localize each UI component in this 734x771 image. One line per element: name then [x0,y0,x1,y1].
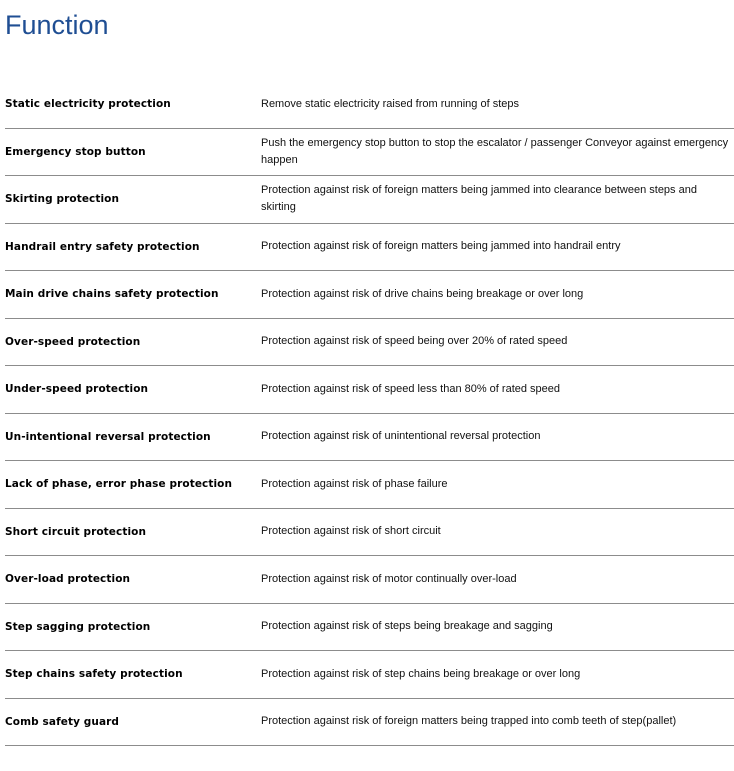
function-name: Main drive chains safety protection [5,288,219,301]
function-table [5,81,734,746]
function-description: Protection against risk of phase failure [261,477,448,490]
function-name: Lack of phase, error phase protection [5,478,233,491]
function-description: Remove static electricity raised from running of steps [261,97,519,110]
function-description: Protection against risk of steps being breakage and sagging [261,620,553,633]
function-description: Protection against risk of motor continually over-load [261,572,517,585]
function-description: Protection against risk of speed being over 20% of rated speed [261,335,568,348]
table-row [5,319,734,367]
function-description: Protection against risk of foreign matters being jammed into handrail entry [261,240,621,253]
function-description: Protection against risk of foreign matters being trapped into comb teeth of step(pallet) [261,715,677,728]
table-row [5,366,734,414]
function-name: Step sagging protection [5,620,151,633]
function-name: Short circuit protection [5,525,147,538]
function-description: Protection against risk of short circuit [261,525,441,538]
function-name: Comb safety guard [5,715,120,728]
table-row [5,604,734,652]
function-name: Step chains safety protection [5,668,183,681]
function-description: Protection against risk of foreign matters being jammed into clearance between steps and skirting [261,184,697,214]
function-description: Protection against risk of unintentional reversal protection [261,430,541,443]
table-row [5,129,734,177]
table-row [5,414,734,462]
function-name: Skirting protection [5,193,120,206]
function-name: Over-load protection [5,573,131,586]
table-row [5,224,734,272]
function-name: Over-speed protection [5,335,141,348]
function-name: Un-intentional reversal protection [5,430,211,443]
table-row [5,509,734,557]
function-name: Handrail entry safety protection [5,240,200,253]
function-description: Push the emergency stop button to stop the escalator / passenger Conveyor against emergency happen [261,136,729,166]
table-row [5,461,734,509]
function-description: Protection against risk of drive chains being breakage or over long [261,287,584,300]
table-row [5,651,734,699]
function-name: Static electricity protection [5,98,171,111]
page-title: Function [5,10,109,40]
function-description: Protection against risk of speed less than 80% of rated speed [261,382,561,395]
table-row [5,176,734,224]
table-row [5,81,734,129]
table-row [5,271,734,319]
table-row [5,556,734,604]
function-description: Protection against risk of step chains being breakage or over long [261,667,581,680]
table-row [5,699,734,747]
function-name: Under-speed protection [5,383,149,396]
function-name: Emergency stop button [5,145,146,158]
